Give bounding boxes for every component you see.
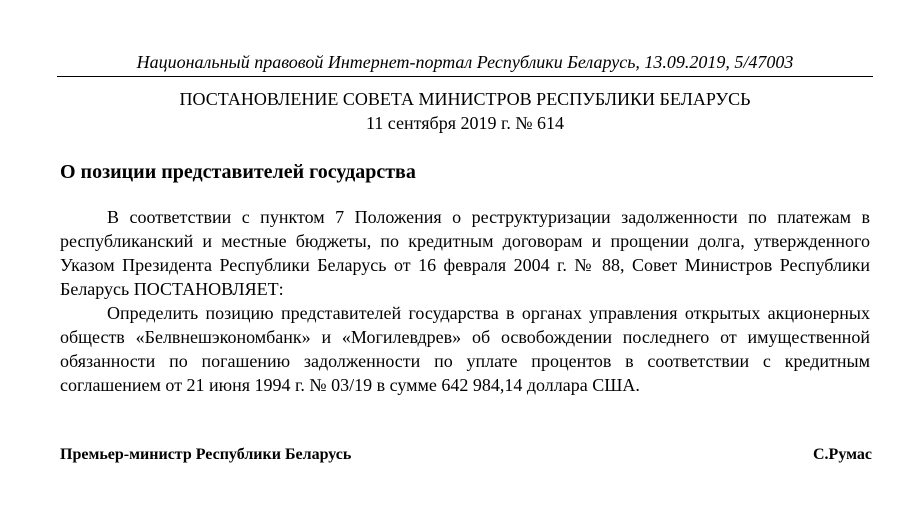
- portal-header: Национальный правовой Интернет-портал Республики Беларусь, 13.09.2019, 5/47003: [136, 52, 794, 72]
- document-title: О позиции представителей государства: [60, 161, 416, 183]
- document-body: [60, 205, 870, 397]
- document-kind: ПОСТАНОВЛЕНИЕ СОВЕТА МИНИСТРОВ РЕСПУБЛИКИ БЕЛАРУСЬ: [179, 89, 751, 109]
- signature-block: [60, 444, 872, 466]
- signatory-position: Премьер-министр Республики Беларусь: [60, 446, 352, 463]
- header-divider: [57, 76, 873, 77]
- document-date-number: 11 сентября 2019 г. № 614: [365, 113, 565, 133]
- paragraph-preamble: В соответствии с пунктом 7 Положения о реструктуризации задолженности по платежам в республиканский и местные бюджеты, по кредитным договорам и прощении долга, утвержденного Указом Президента Республики Беларусь от 16 февраля 2004 г. № 88, Совет Министров Республики Беларусь ПОСТАНОВЛЯЕТ:: [60, 207, 870, 299]
- signatory-name: С.Румас: [812, 446, 872, 463]
- paragraph-decision: Определить позицию представителей государства в органах управления открытых акционерных обществ «Белвнешэкономбанк» и «Могилевдрев» об освобождении последнего от имущественной обязанности по погашению задолженности по уплате процентов в соответствии с кредитным соглашением от 21 июня 1994 г. № 03/19 в сумме 642 984,14 доллара США.: [60, 303, 870, 395]
